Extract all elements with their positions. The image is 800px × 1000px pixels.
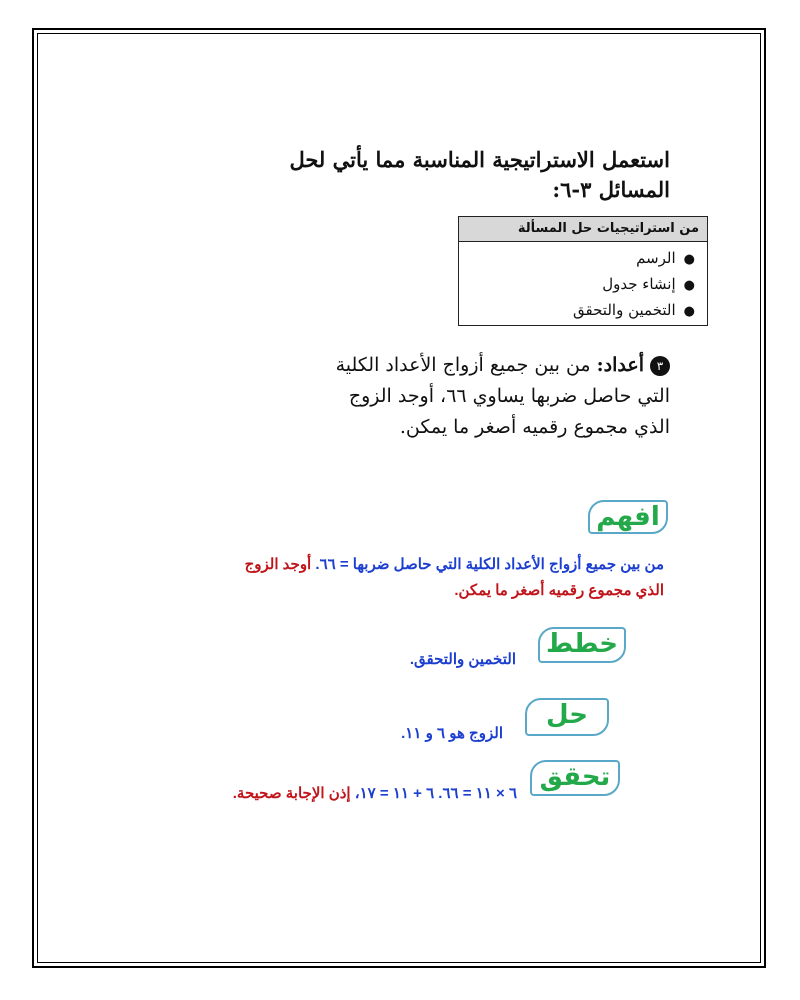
list-item: ●التخمين والتحقق	[573, 301, 695, 319]
list-item: ●إنشاء جدول	[602, 275, 695, 293]
list-item: ●الرسم	[636, 249, 695, 267]
instruction-line-1: استعمل الاستراتيجية المناسبة مما يأتي لحل	[289, 147, 670, 172]
strategies-box	[458, 216, 708, 326]
plan-text: التخمين والتحقق.	[409, 651, 516, 668]
problem-line-3: الذي مجموع رقميه أصغر ما يمكن.	[399, 416, 670, 438]
check-tag: تحقق	[530, 760, 620, 796]
understand-text: من بين جميع أزواج الأعداد الكلية التي حاصل ضربها = ٦٦. أوجد الزوج الذي مجموع رقميه أصغر ما يمكن.	[244, 556, 664, 599]
problem-label: أعداد:	[596, 354, 644, 376]
understand-tag: افهم	[588, 500, 668, 534]
problem-line-1: ٣أعداد: من بين جميع أزواج الأعداد الكلية	[150, 350, 670, 381]
plan-tag: خطط	[538, 627, 626, 663]
instruction-line-2: المسائل ٣-٦:	[552, 177, 670, 202]
strategies-box-header: من استراتيجيات حل المسألة	[459, 217, 707, 242]
problem-line-2: التي حاصل ضربها يساوي ٦٦، أوجد الزوج	[348, 385, 670, 407]
instruction-text	[150, 145, 670, 205]
solve-tag: حل	[525, 698, 609, 736]
problem-statement	[150, 350, 670, 443]
check-text: ٦ × ١١ = ٦٦. ٦ + ١١ = ١٧، إذن الإجابة صحيحة.	[232, 785, 517, 802]
solve-text: الزوج هو ٦ و ١١.	[401, 725, 503, 742]
problem-number-badge: ٣	[650, 356, 670, 376]
strategies-list	[459, 246, 707, 324]
